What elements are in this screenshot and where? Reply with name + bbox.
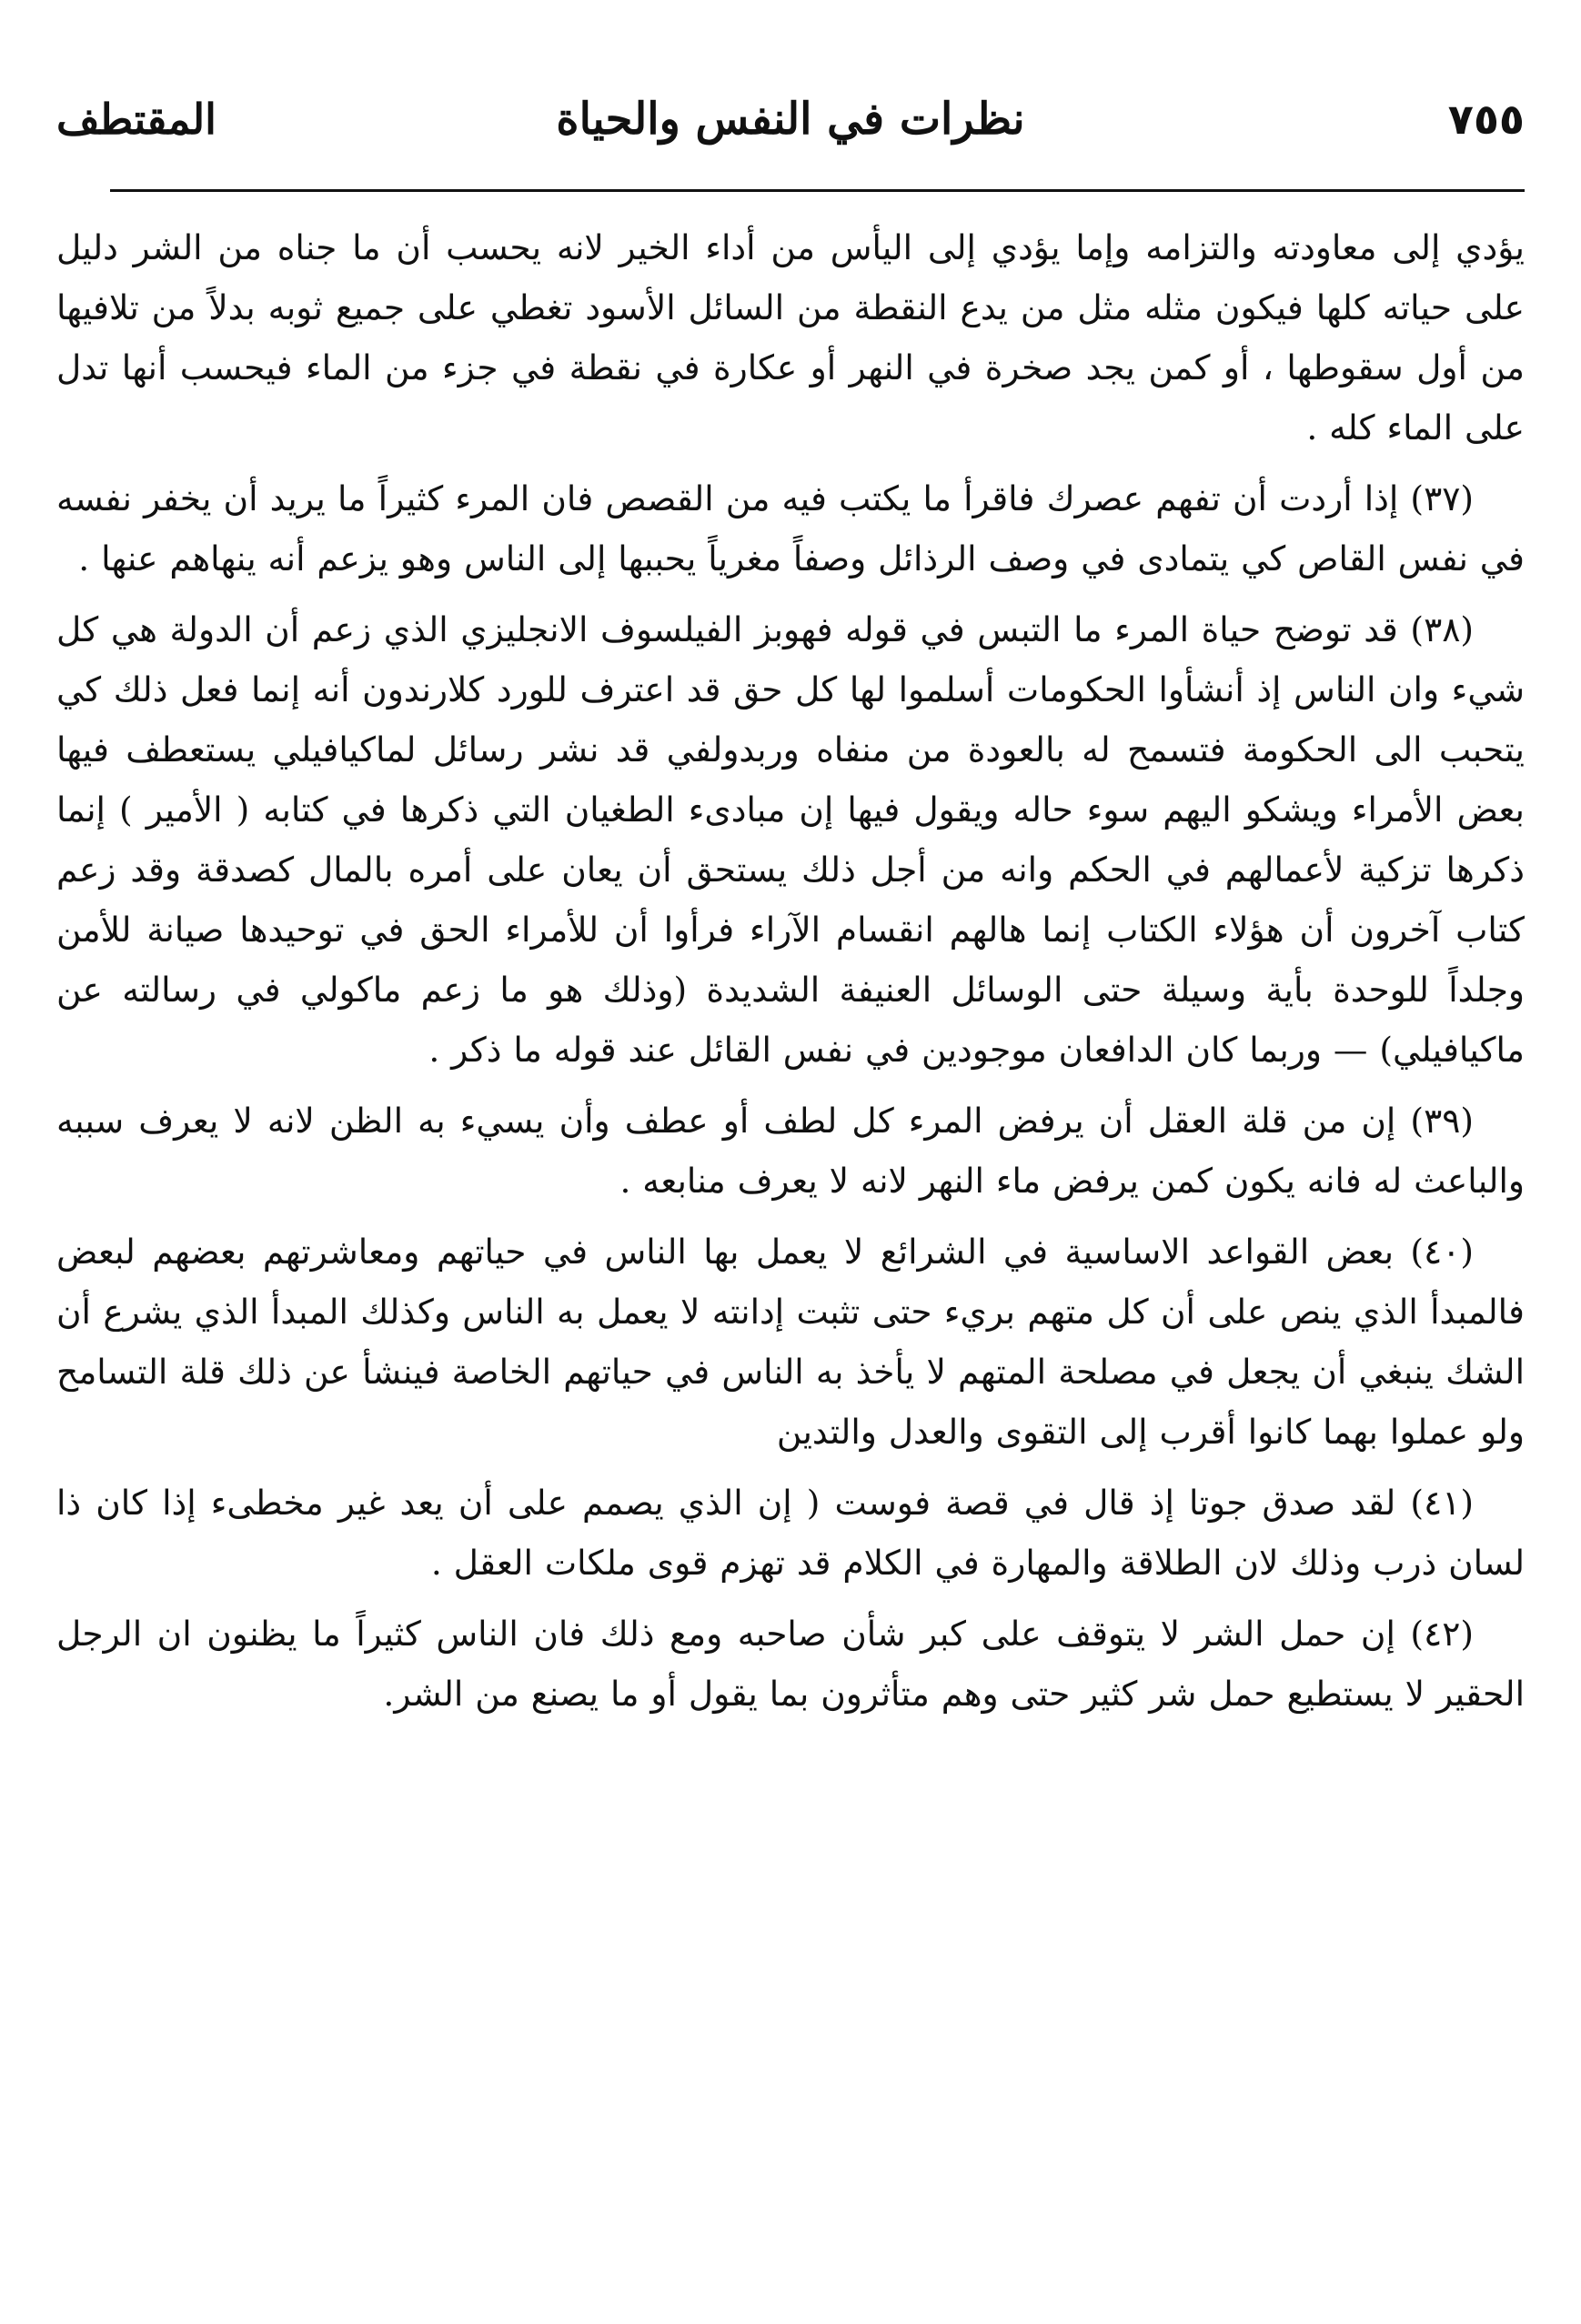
page-number: ٧٥٥ bbox=[1447, 95, 1525, 144]
document-page bbox=[56, 80, 1525, 2281]
paragraph-37: (٣٧) إذا أردت أن تفهم عصرك فاقرأ ما يكتب فيه من القصص فان المرء كثيراً ما يريد أن يخفر نفسه في نفس القاص كي يتمادى في وصف الرذائل وصفاً مغرياً يحببها إلى الناس وهو يزعم أنه ينهاهم عنها . bbox=[56, 478, 1525, 578]
running-title: نظرات في النفس والحياة bbox=[556, 94, 1025, 145]
paragraph-38: (٣٨) قد توضح حياة المرء ما التبس في قوله فهوبز الفيلسوف الانجليزي الذي زعم أن الدولة هي كل شيء وان الناس إذ أنشأوا الحكومات أسلموا لها كل حق قد اعترف للورد كلارندون أنه إنما فعل ذلك كي يتحبب الى الحكومة فتسمح له بالعودة من منفاه وربدولفي قد نشر رسائل لماكيافيلي يستعطف فيها بعض الأمراء ويشكو اليهم سوء حاله ويقول فيها إن مبادىء الطغيان التي ذكرها في كتابه ( الأمير ) إنما ذكرها تزكية لأعمالهم في الحكم وانه من أجل ذلك يستحق أن يعان على أمره بالمال كصدقة وقد زعم كتاب آخرون أن هؤلاء الكتاب إنما هالهم انقسام الآراء فرأوا أن للأمراء الحق في توحيدها صيانة للأمن وجلداً للوحدة بأية وسيلة حتى الوسائل العنيفة الشديدة (وذلك هو ما زعم ماكولي في رسالته عن ماكيافيلي) — وربما كان الدافعان موجودين في نفس القائل عند قوله ما ذكر . bbox=[56, 609, 1525, 1070]
header-rule bbox=[110, 189, 1525, 192]
paragraph-40: (٤٠) بعض القواعد الاساسية في الشرائع لا يعمل بها الناس في حياتهم ومعاشرتهم بعضهم لبعض فالمبدأ الذي ينص على أن كل متهم بريء حتى تثبت إدانته لا يعمل به الناس وكذلك المبدأ الذي يشرع أن الشك ينبغي أن يجعل في مصلحة المتهم لا يأخذ به الناس في حياتهم الخاصة فينشأ عن ذلك قلة التسامح ولو عملوا بهما كانوا أقرب إلى التقوى والعدل والتدين bbox=[56, 1232, 1525, 1452]
paragraph-39: (٣٩) إن من قلة العقل أن يرفض المرء كل لطف أو عطف وأن يسيء به الظن لانه لا يعرف سببه والباعث له فانه يكون كمن يرفض ماء النهر لانه لا يعرف منابعه . bbox=[56, 1101, 1525, 1201]
paragraph-42: (٤٢) إن حمل الشر لا يتوقف على كبر شأن صاحبه ومع ذلك فان الناس كثيراً ما يظنون ان الرجل الحقير لا يستطيع حمل شر كثير حتى وهم متأثرون بما يقول أو ما يصنع من الشر. bbox=[56, 1614, 1525, 1714]
paragraph-41: (٤١) لقد صدق جوتا إذ قال في قصة فوست ( إن الذي يصمم على أن يعد غير مخطىء إذا كان ذا لسان ذرب وذلك لان الطلاقة والمهارة في الكلام قد تهزم قوى ملكات العقل . bbox=[56, 1483, 1525, 1583]
page-header bbox=[56, 80, 1525, 158]
paragraph-continuation: يؤدي إلى معاودته والتزامه وإما يؤدي إلى اليأس من أداء الخير لانه يحسب أن ما جناه من الشر دليل على حياته كلها فيكون مثله مثل من يدع النقطة من السائل الأسود تغطي على جميع ثوبه بدلاً من تلافيها من أول سقوطها ، أو كمن يجد صخرة في النهر أو عكارة في نقطة في جزء من الماء فيحسب أنها تدل على الماء كله . bbox=[56, 227, 1525, 448]
article-body bbox=[56, 217, 1525, 1724]
journal-name: المقتطف bbox=[56, 95, 217, 144]
